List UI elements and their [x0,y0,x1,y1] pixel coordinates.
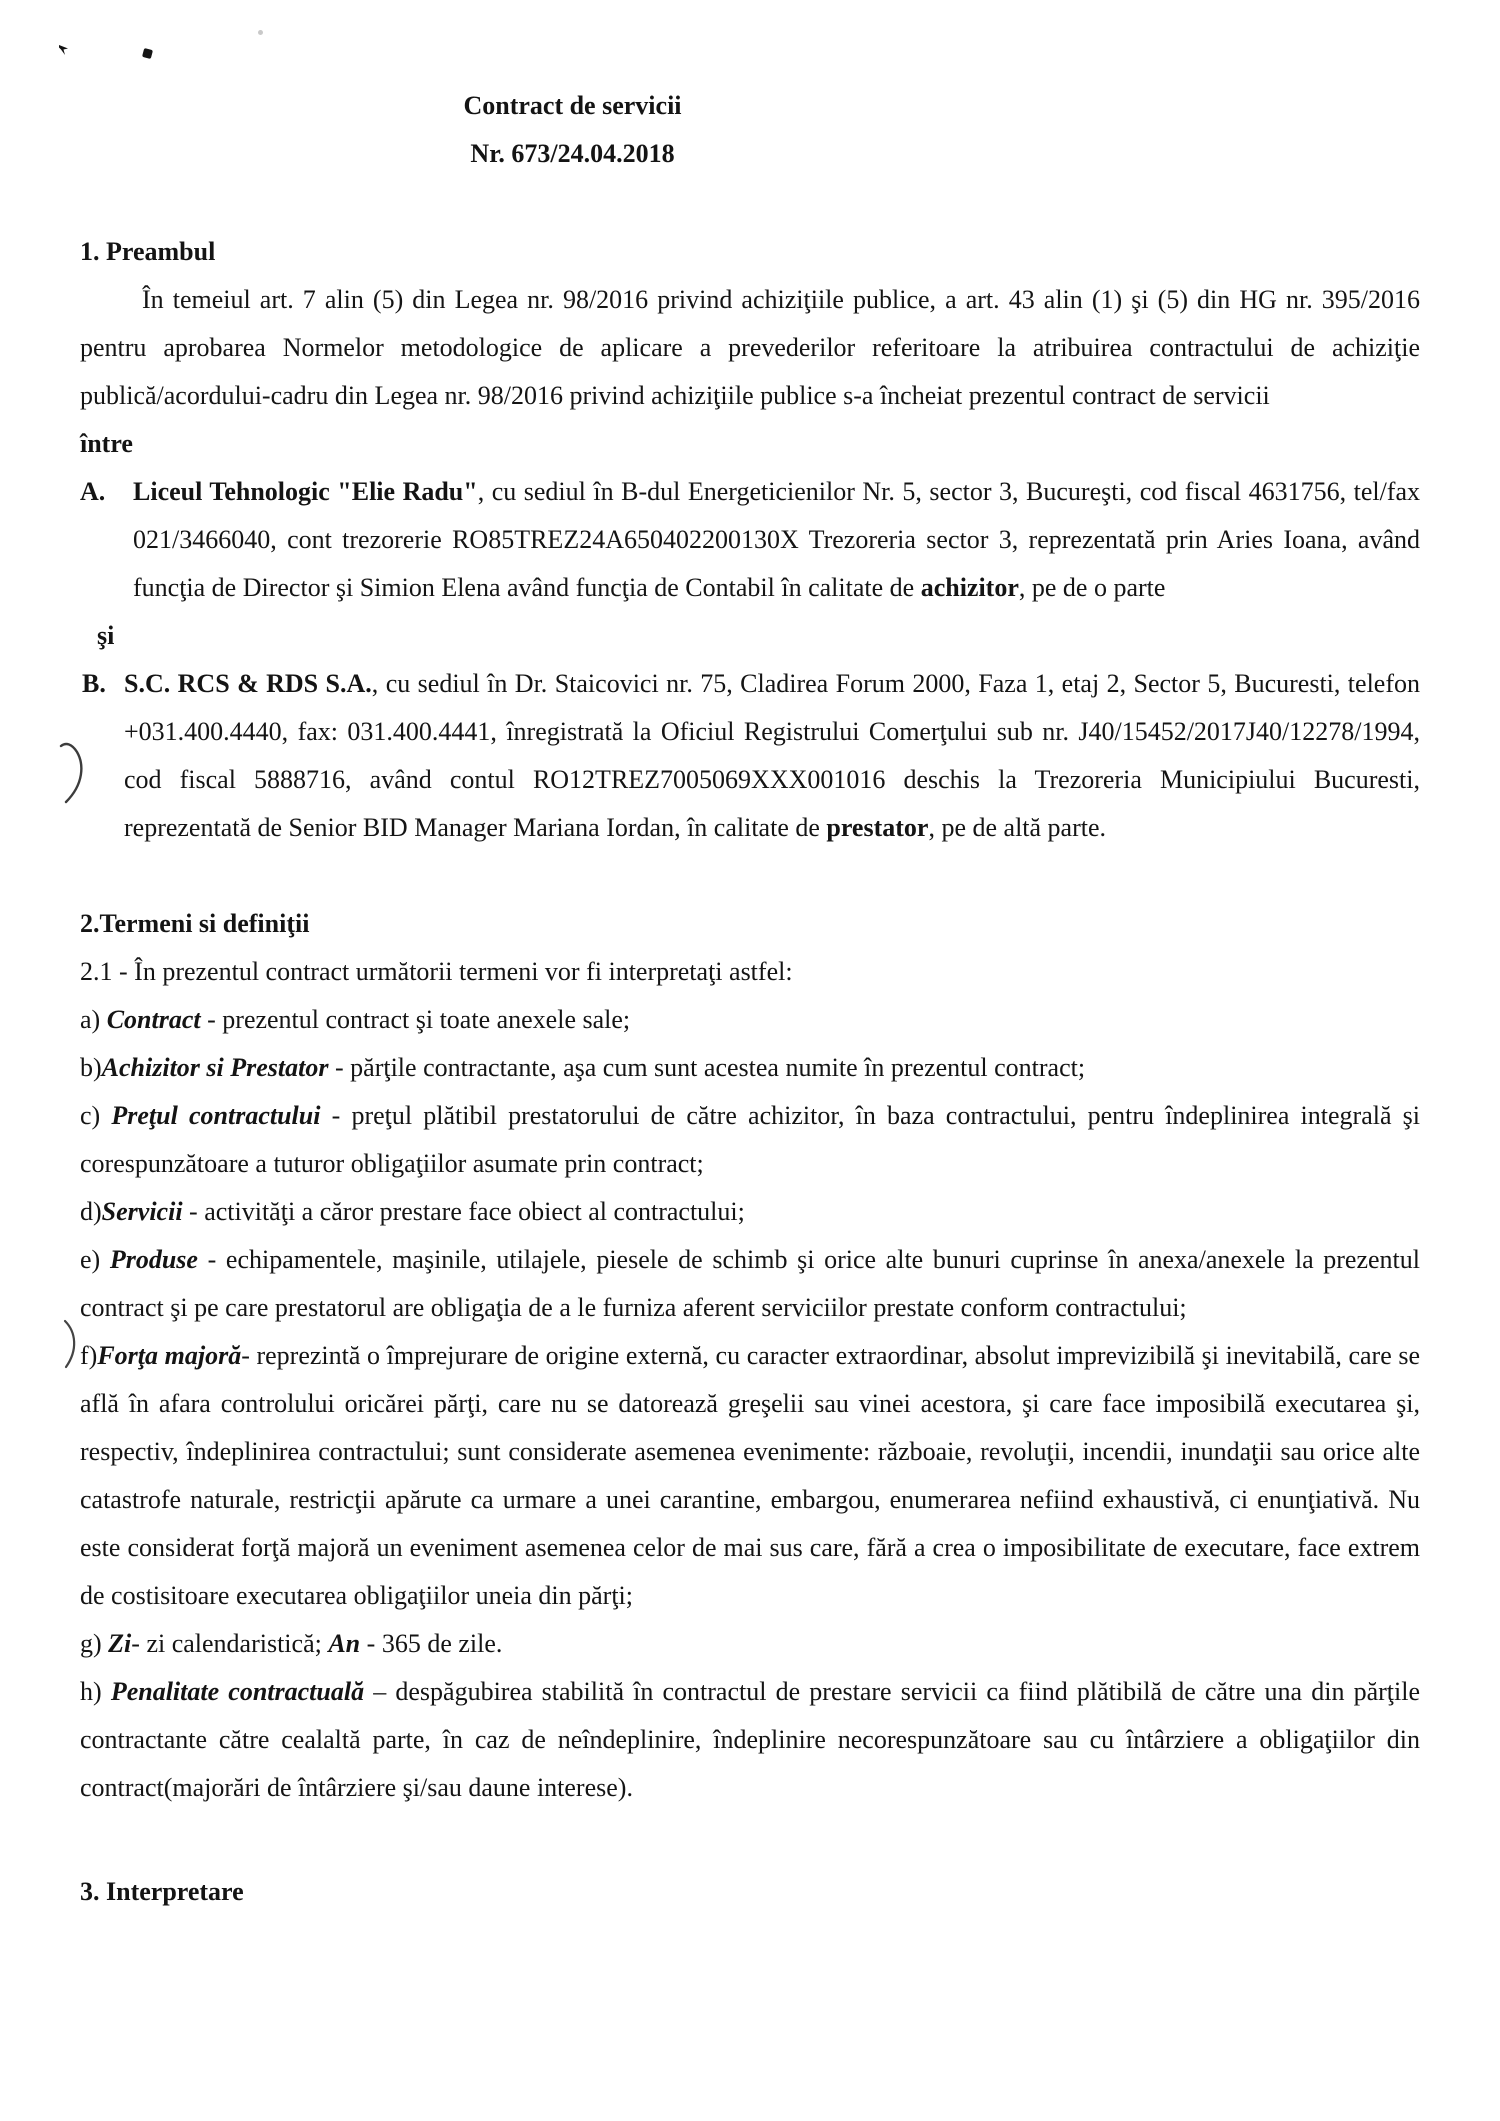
party-a-details: , cu sediul în B-dul Energeticienilor Nr. 5, sector 3, Bucureşti, cod fiscal 4631756, tel/fax 021/3466040, cont trezorerie RO85TREZ24A650402200130X Trezoreria sector 3, reprezentată prin Aries Ioana, având funcţia de Director şi Simion Elena având funcţia de Contabil în calitate de [133,477,1420,602]
definition-e [80,1236,1420,1332]
party-b-paragraph [82,660,1420,852]
definition-a-text: - prezentul contract şi toate anexele sale; [200,1005,631,1034]
definition-h [80,1668,1420,1812]
party-b-role: prestator [826,813,929,842]
scan-speck-mark [58,43,70,57]
definition-e-term: Produse [109,1245,198,1274]
definition-a-prefix: a) [80,1005,107,1034]
definition-f [80,1332,1420,1620]
definition-d-text: - activităţi a căror prestare face obiect al contractului; [182,1197,745,1226]
definition-g-term: Zi [108,1629,132,1658]
definition-c [80,1092,1420,1188]
and-label: şi [97,621,115,650]
definition-c-text: - preţul plătibil prestatorului de către achizitor, în baza contractului, pentru îndeplinirea integrală şi corespunzătoare a tuturor obligaţiilor asumate prin contract; [80,1101,1421,1178]
preambul-paragraph: În temeiul art. 7 alin (5) din Legea nr. 98/2016 privind achiziţiile publice, a art. 43 alin (1) şi (5) din HG nr. 395/2016 pentru aprobarea Normelor metodologice de aplicare a prevederilor referitoare la atribuirea contractului de achiziţie publică/acordului-cadru din Legea nr. 98/2016 privind achiziţiile publice s-a încheiat prezentul contract de servicii [80,285,1420,410]
definition-b-prefix: b) [80,1053,102,1082]
section-interpretare-heading: 3. Interpretare [80,1877,244,1906]
definition-h-prefix: h) [80,1677,111,1706]
definition-d-prefix: d) [80,1197,102,1226]
party-a-name: Liceul Tehnologic "Elie Radu" [133,477,478,506]
definition-b-text: - părţile contractante, aşa cum sunt acestea numite în prezentul contract; [328,1053,1086,1082]
definition-g-term2: An [328,1629,361,1658]
definition-g-text: - 365 de zile. [360,1629,503,1658]
party-b-tail: , pe de altă parte. [928,813,1107,842]
definition-g [80,1620,1420,1668]
section-termeni-heading: 2.Termeni si definiţii [80,909,310,938]
party-a-role: achizitor [920,573,1019,602]
pen-bracket-mark-d [62,1318,84,1370]
scan-dot-mark [142,48,153,59]
between-label: între [80,429,133,458]
definition-b-term: Achizitor si Prestator [101,1053,329,1082]
party-a-tail: , pe de o parte [1018,573,1166,602]
definition-d-term: Servicii [101,1197,183,1226]
party-a-paragraph [80,468,1420,612]
pen-bracket-mark-b [58,740,88,806]
scan-faint-dot-mark [258,30,263,35]
definition-g-prefix: g) [80,1629,109,1658]
definition-f-prefix: f) [80,1341,98,1370]
section-preambul-heading: 1. Preambul [80,237,216,266]
definition-h-text: – despăgubirea stabilită în contractul de prestare servicii ca fiind plătibilă de către una din părţile contractante către cealaltă parte, în caz de neîndeplinire, îndeplinire necorespunzătoare sau cu întârziere a obligaţiilor din contract(majorări de întârziere şi/sau daune interese). [80,1677,1421,1802]
termeni-intro: 2.1 - În prezentul contract următorii termeni vor fi interpretaţi astfel: [80,957,793,986]
definition-g-mid: - zi calendaristică; [131,1629,329,1658]
party-b-marker: B. [82,669,106,698]
document-number: Nr. 673/24.04.2018 [470,139,675,168]
definition-h-term: Penalitate contractuală [110,1677,365,1706]
definition-c-term: Preţul contractului [111,1101,321,1130]
title-block [80,82,1065,178]
document-title: Contract de servicii [463,91,682,120]
party-b-name: S.C. RCS & RDS S.A. [124,669,372,698]
definition-a-term: Contract [106,1005,201,1034]
definition-b [80,1044,1420,1092]
party-a-marker: A. [80,477,106,506]
definition-c-prefix: c) [80,1101,112,1130]
definition-a [80,996,1420,1044]
definition-d [80,1188,1420,1236]
definition-f-text: - reprezintă o împrejurare de origine externă, cu caracter extraordinar, absolut imprevizibilă şi inevitabilă, care se află în afara controlului oricărei părţi, care nu se datorează greşelii sau vinei acestora, şi care face imposibilă executarea şi, respectiv, îndeplinirea contractului; sunt considerate asemenea evenimente: războaie, revoluţii, incendii, inundaţii sau orice alte catastrofe naturale, restricţii apărute ca urmare a unei carantine, embargou, enumerarea nefiind exhaustivă, ci enunţiativă. Nu este considerat forţă majoră un eveniment asemenea celor de mai sus care, fără a crea o imposibilitate de executare, face extrem de costisitoare executarea obligaţiilor uneia din părţi; [80,1341,1421,1610]
definition-e-prefix: e) [80,1245,110,1274]
definition-e-text: - echipamentele, maşinile, utilajele, piesele de schimb şi orice alte bunuri cuprinse în anexa/anexele la prezentul contract şi pe care prestatorul are obligaţia de a le furniza aferent serviciilor prestate conform contractului; [80,1245,1420,1322]
definition-f-term: Forţa majoră [97,1341,242,1370]
party-b-details: , cu sediul în Dr. Staicovici nr. 75, Cladirea Forum 2000, Faza 1, etaj 2, Sector 5, Bucuresti, telefon +031.400.4440, fax: 031.400.4441, înregistrată la Oficiul Registrului Comerţului sub nr. J40/15452/2017J40/12278/1994, cod fiscal 5888716, având contul RO12TREZ7005069XXX001016 deschis la Trezoreria Municipiului Bucuresti, reprezentată de Senior BID Manager Mariana Iordan, în calitate de [124,669,1420,842]
